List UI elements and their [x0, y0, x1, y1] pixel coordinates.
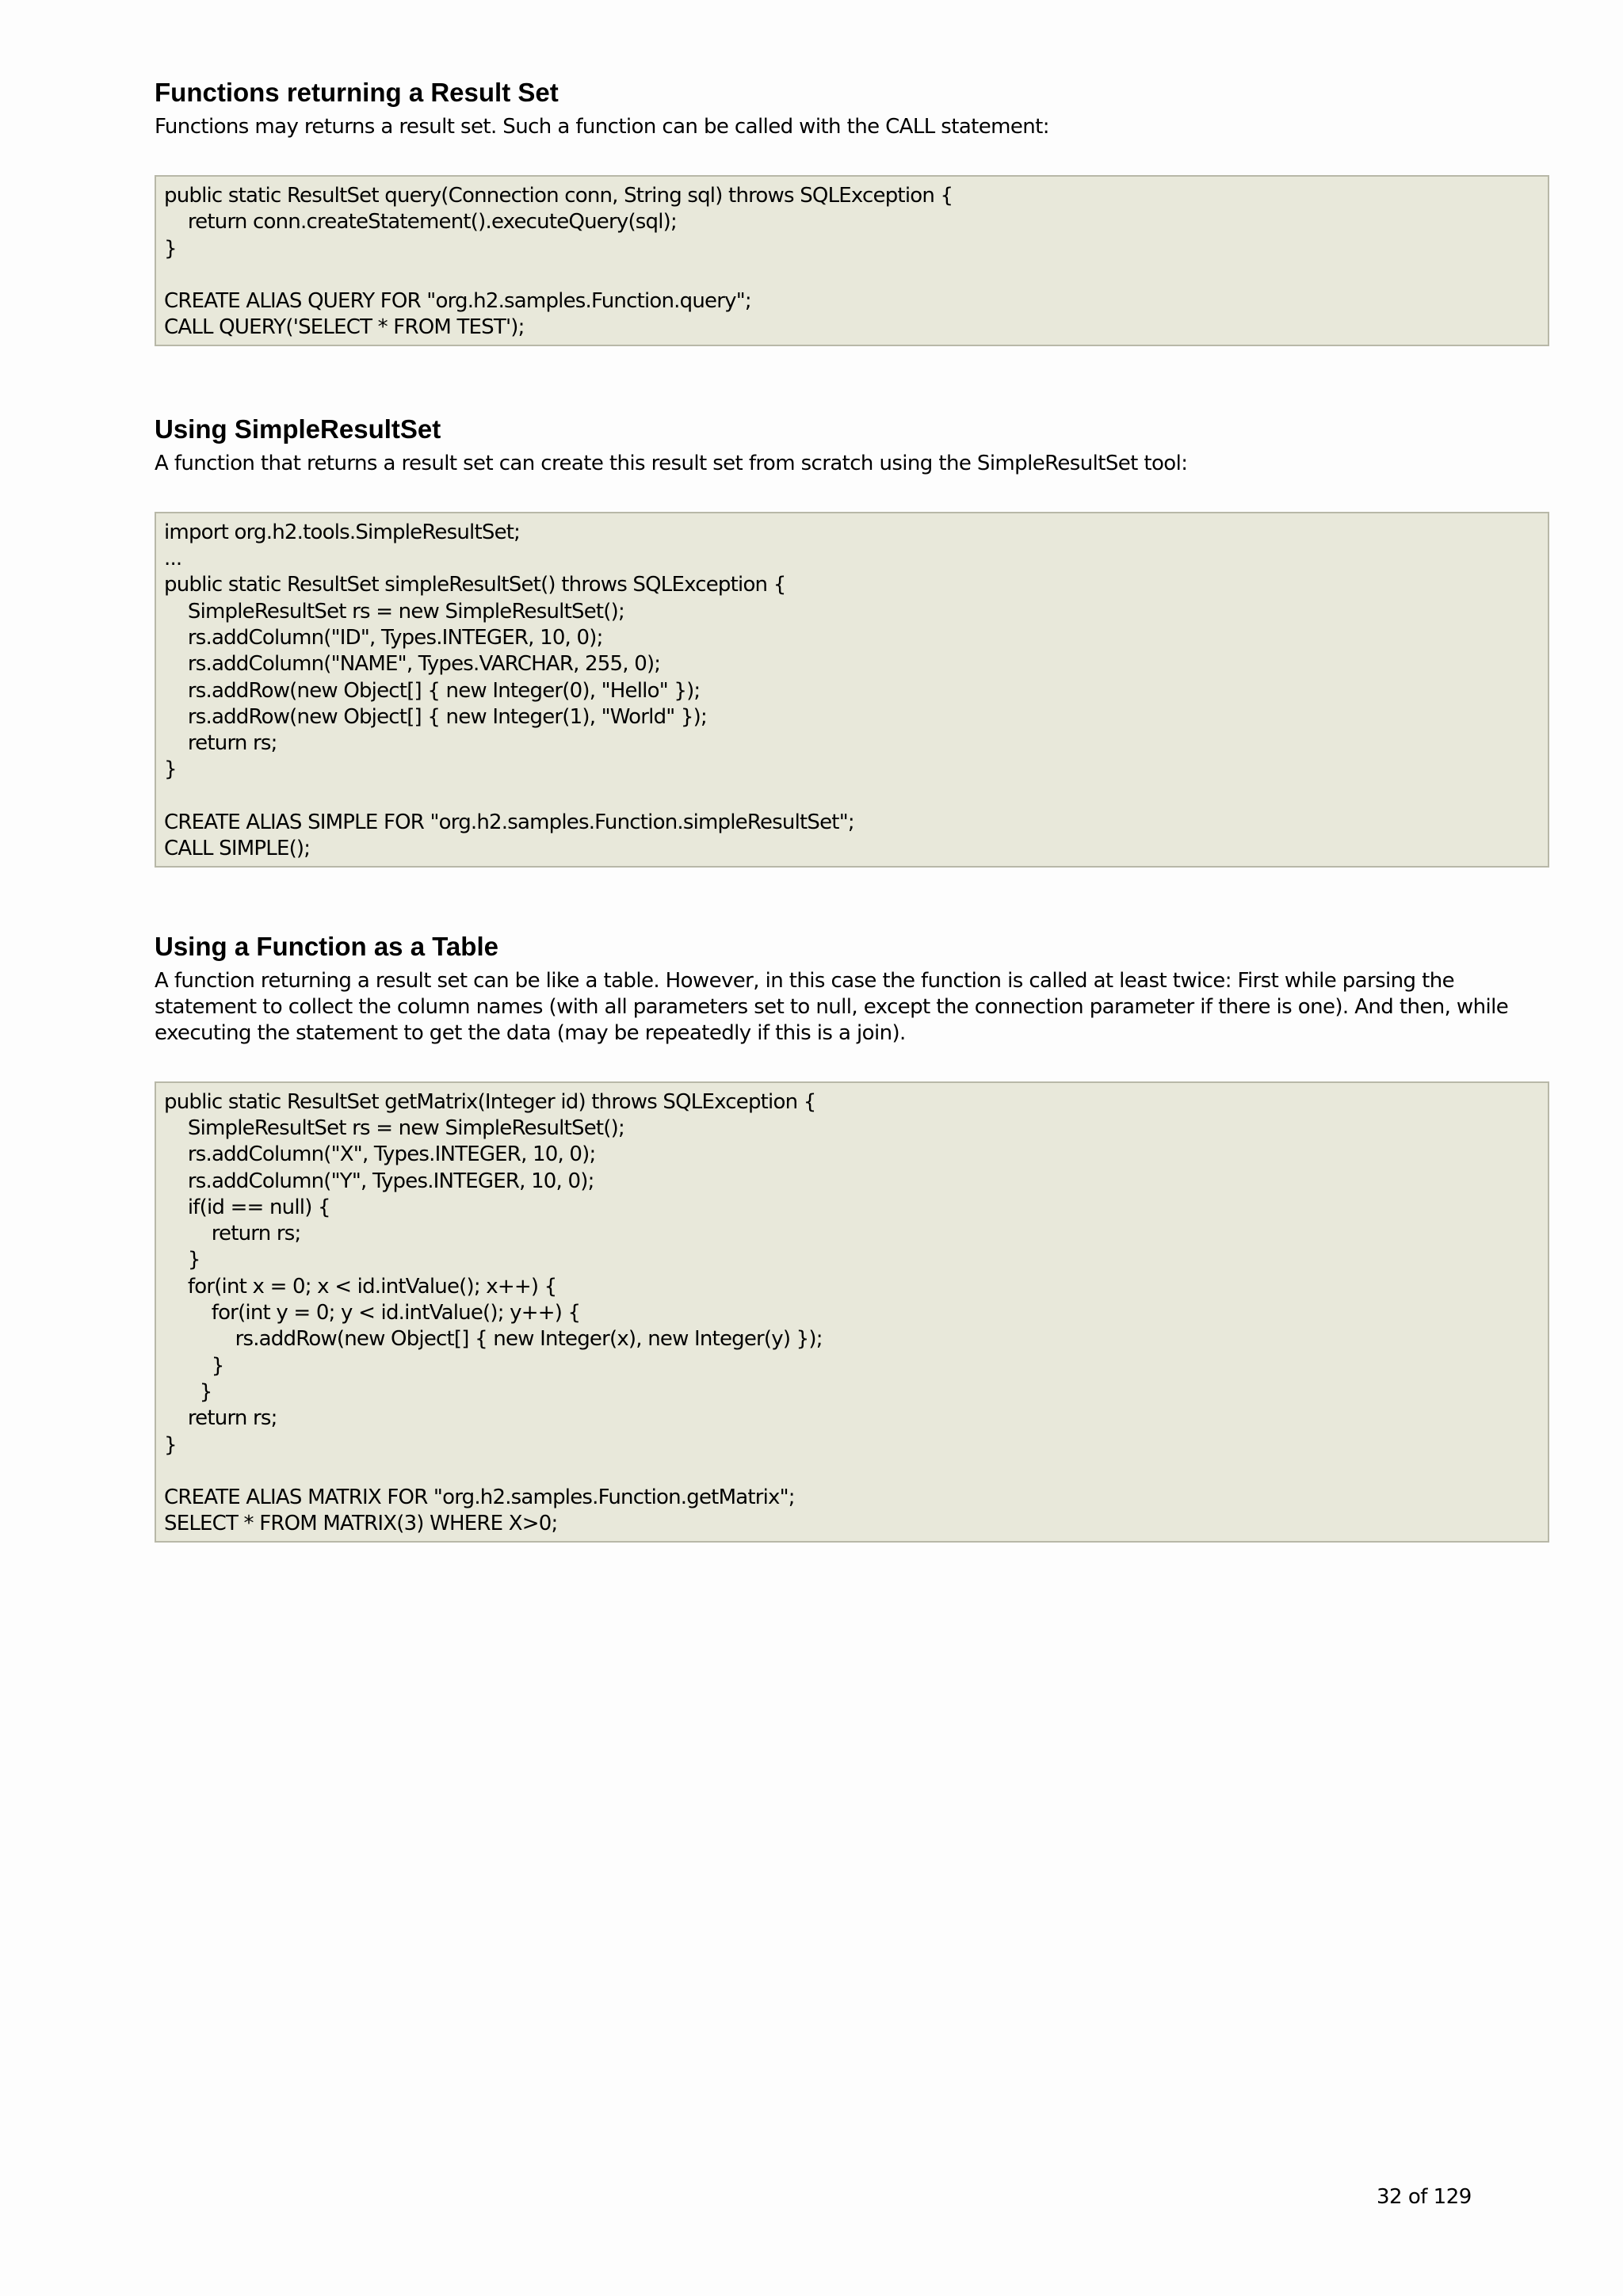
code-line: CALL SIMPLE();: [164, 837, 311, 861]
code-line: public static ResultSet getMatrix(Integer id) throws SQLException {: [164, 1089, 816, 1114]
code-block: [155, 512, 1549, 868]
code-line: }: [164, 1248, 200, 1272]
section-intro: Functions may returns a result set. Such a function can be called with the CALL statement:: [155, 115, 1049, 139]
section-using-function-as-table: [155, 927, 1549, 1543]
code-line: CREATE ALIAS SIMPLE FOR "org.h2.samples.Function.simpleResultSet";: [164, 810, 854, 835]
code-line: [164, 1459, 1540, 1485]
code-line: for(int x = 0; x < id.intValue(); x++) {: [164, 1274, 557, 1299]
code-line: }: [164, 1379, 212, 1404]
code-line: [164, 262, 1540, 288]
section-functions-returning-result-set: [155, 73, 1549, 346]
code-line: rs.addRow(new Object[] { new Integer(0), "Hello" });: [164, 678, 701, 703]
code-block: [155, 175, 1549, 346]
section-using-simpleresultset: [155, 410, 1549, 868]
section-heading: Using a Function as a Table: [155, 931, 498, 961]
code-line: import org.h2.tools.SimpleResultSet;: [164, 520, 521, 544]
code-line: SELECT * FROM MATRIX(3) WHERE X>0;: [164, 1512, 558, 1536]
code-line: return rs;: [164, 1222, 301, 1246]
code-line: return rs;: [164, 731, 277, 756]
code-line: rs.addColumn("ID", Types.INTEGER, 10, 0);: [164, 625, 603, 650]
code-line: }: [164, 1432, 177, 1457]
code-line: ...: [164, 547, 182, 571]
code-block: [155, 1081, 1549, 1543]
section-spacer: [155, 346, 1549, 410]
code-line: SimpleResultSet rs = new SimpleResultSet();: [164, 1116, 624, 1140]
code-line: CALL QUERY('SELECT * FROM TEST');: [164, 315, 525, 340]
code-line: public static ResultSet simpleResultSet() throws SQLException {: [164, 573, 786, 597]
code-line: rs.addColumn("Y", Types.INTEGER, 10, 0);: [164, 1169, 594, 1193]
code-line: }: [164, 236, 177, 261]
code-line: }: [164, 1353, 224, 1378]
section-intro: A function returning a result set can be like a table. However, in this case the function is called at least twice: First while parsing the statement to collect the column names (with all parameters set to null, except the connection parameter if there is one). And then, while executing the statement to get the data (may be repeatedly if this is a join).: [155, 968, 1509, 1045]
section-heading: Using SimpleResultSet: [155, 414, 441, 444]
section-intro: A function that returns a result set can create this result set from scratch using the SimpleResultSet tool:: [155, 451, 1188, 475]
section-heading: Functions returning a Result Set: [155, 78, 559, 107]
code-line: if(id == null) {: [164, 1195, 330, 1219]
code-line: }: [164, 757, 177, 782]
code-line: rs.addRow(new Object[] { new Integer(1), "World" });: [164, 704, 707, 729]
code-line: CREATE ALIAS QUERY FOR "org.h2.samples.Function.query";: [164, 289, 751, 314]
section-spacer: [155, 868, 1549, 927]
code-line: public static ResultSet query(Connection conn, String sql) throws SQLException {: [164, 184, 953, 208]
code-line: rs.addColumn("NAME", Types.VARCHAR, 255, 0);: [164, 652, 661, 677]
code-line: [164, 784, 1540, 810]
code-line: CREATE ALIAS MATRIX FOR "org.h2.samples.Function.getMatrix";: [164, 1486, 795, 1510]
code-line: return conn.createStatement().executeQuery(sql);: [164, 210, 677, 235]
code-line: SimpleResultSet rs = new SimpleResultSet();: [164, 599, 624, 624]
code-line: rs.addColumn("X", Types.INTEGER, 10, 0);: [164, 1142, 596, 1167]
code-line: for(int y = 0; y < id.intValue(); y++) {: [164, 1301, 581, 1325]
page-content: [155, 73, 1549, 1543]
code-line: return rs;: [164, 1406, 277, 1431]
page-number: 32 of 129: [1377, 2185, 1472, 2209]
code-line: rs.addRow(new Object[] { new Integer(x), new Integer(y) });: [164, 1327, 823, 1352]
